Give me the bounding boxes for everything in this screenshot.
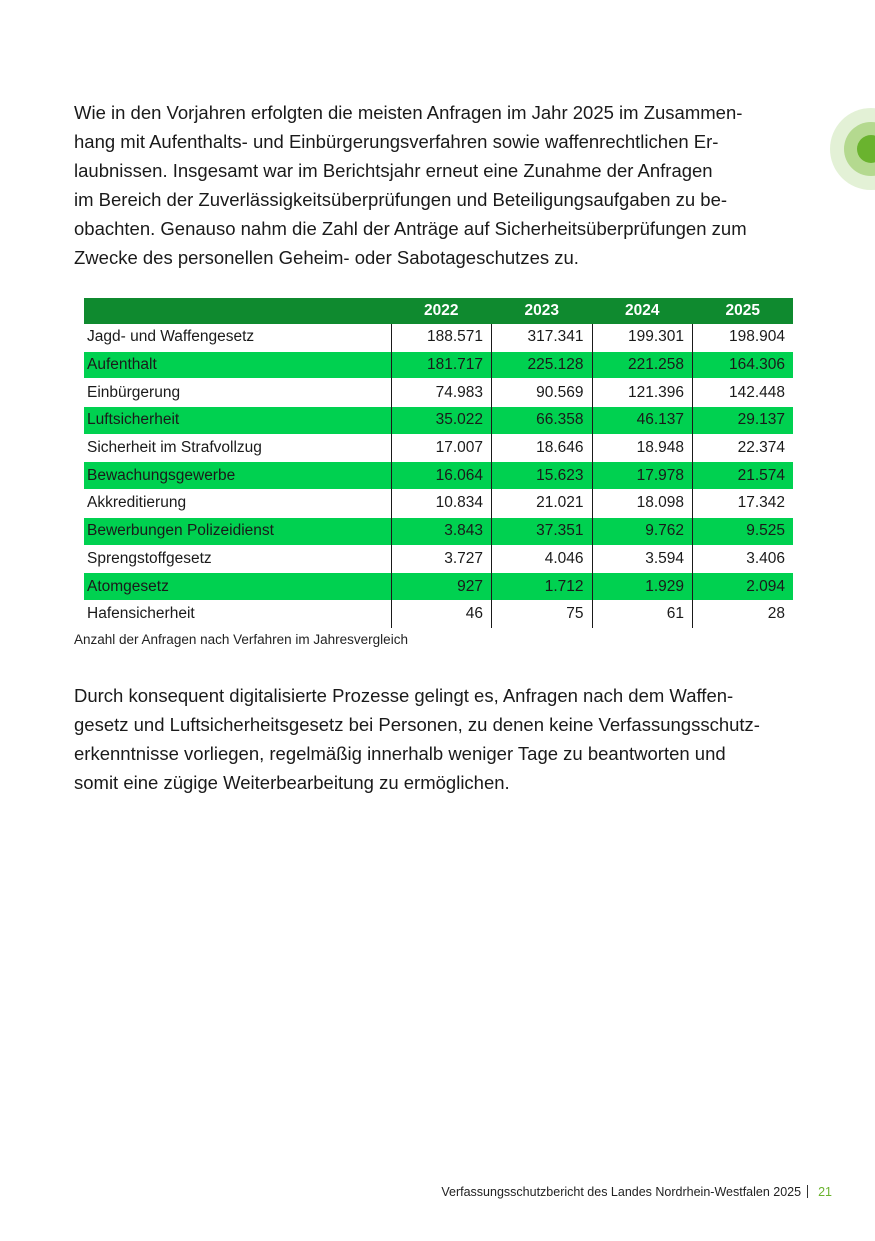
value-cell: 18.646 — [492, 434, 593, 462]
value-cell: 18.948 — [592, 434, 693, 462]
value-cell: 22.374 — [693, 434, 794, 462]
table-row — [84, 379, 793, 407]
value-cell: 3.727 — [391, 545, 492, 573]
decorative-circle-graphic — [830, 108, 875, 190]
value-cell: 61 — [592, 600, 693, 627]
text-line: somit eine zügige Weiterbearbeitung zu ermöglichen. — [74, 772, 510, 793]
footer-divider — [807, 1185, 808, 1198]
value-cell: 9.525 — [693, 517, 794, 545]
intro-paragraph — [74, 98, 804, 272]
value-cell: 16.064 — [391, 462, 492, 490]
value-cell: 181.717 — [391, 351, 492, 379]
inquiries-table — [84, 298, 793, 628]
table-row — [84, 462, 793, 490]
value-cell: 142.448 — [693, 379, 794, 407]
value-cell: 221.258 — [592, 351, 693, 379]
value-cell: 1.929 — [592, 573, 693, 601]
row-label-cell: Aufenthalt — [84, 351, 391, 379]
table-row — [84, 324, 793, 351]
text-line: erkenntnisse vorliegen, regelmäßig innerhalb weniger Tage zu beantworten und — [74, 743, 726, 764]
value-cell: 225.128 — [492, 351, 593, 379]
value-cell: 3.843 — [391, 517, 492, 545]
text-line: laubnissen. Insgesamt war im Berichtsjahr erneut eine Zunahme der Anfragen — [74, 160, 713, 181]
text-line: hang mit Aufenthalts- und Einbürgerungsverfahren sowie waffenrechtlichen Er- — [74, 131, 719, 152]
value-cell: 46 — [391, 600, 492, 627]
value-cell: 75 — [492, 600, 593, 627]
row-label-cell: Luftsicherheit — [84, 407, 391, 435]
value-cell: 21.574 — [693, 462, 794, 490]
value-cell: 4.046 — [492, 545, 593, 573]
value-cell: 35.022 — [391, 407, 492, 435]
header-cell-year: 2022 — [391, 298, 492, 324]
table-row — [84, 434, 793, 462]
row-label-cell: Atomgesetz — [84, 573, 391, 601]
table-header-row — [84, 298, 793, 324]
value-cell: 927 — [391, 573, 492, 601]
header-cell-year: 2025 — [693, 298, 794, 324]
header-cell-year: 2023 — [492, 298, 593, 324]
row-label-cell: Sicherheit im Strafvollzug — [84, 434, 391, 462]
value-cell: 317.341 — [492, 324, 593, 351]
row-label-cell: Einbürgerung — [84, 379, 391, 407]
row-label-cell: Bewachungsgewerbe — [84, 462, 391, 490]
text-line: Zwecke des personellen Geheim- oder Sabotageschutzes zu. — [74, 247, 579, 268]
page-number: 21 — [818, 1185, 832, 1199]
value-cell: 199.301 — [592, 324, 693, 351]
value-cell: 2.094 — [693, 573, 794, 601]
value-cell: 37.351 — [492, 517, 593, 545]
value-cell: 10.834 — [391, 490, 492, 518]
value-cell: 17.007 — [391, 434, 492, 462]
row-label-cell: Jagd- und Waffengesetz — [84, 324, 391, 351]
value-cell: 21.021 — [492, 490, 593, 518]
table-row — [84, 351, 793, 379]
row-label-cell: Sprengstoffgesetz — [84, 545, 391, 573]
value-cell: 66.358 — [492, 407, 593, 435]
row-label-cell: Akkreditierung — [84, 490, 391, 518]
closing-paragraph — [74, 681, 804, 797]
value-cell: 198.904 — [693, 324, 794, 351]
value-cell: 121.396 — [592, 379, 693, 407]
value-cell: 9.762 — [592, 517, 693, 545]
table-row — [84, 545, 793, 573]
value-cell: 3.406 — [693, 545, 794, 573]
value-cell: 18.098 — [592, 490, 693, 518]
value-cell: 164.306 — [693, 351, 794, 379]
value-cell: 1.712 — [492, 573, 593, 601]
row-label-cell: Hafensicherheit — [84, 600, 391, 627]
text-line: Wie in den Vorjahren erfolgten die meisten Anfragen im Jahr 2025 im Zusammen- — [74, 102, 743, 123]
text-line: obachten. Genauso nahm die Zahl der Anträge auf Sicherheitsüberprüfungen zum — [74, 218, 747, 239]
header-cell-label — [84, 298, 391, 324]
value-cell: 188.571 — [391, 324, 492, 351]
table-row — [84, 490, 793, 518]
table-row — [84, 573, 793, 601]
value-cell: 46.137 — [592, 407, 693, 435]
text-line: Durch konsequent digitalisierte Prozesse gelingt es, Anfragen nach dem Waffen- — [74, 685, 734, 706]
value-cell: 28 — [693, 600, 794, 627]
table-row — [84, 407, 793, 435]
value-cell: 29.137 — [693, 407, 794, 435]
table-row — [84, 517, 793, 545]
header-cell-year: 2024 — [592, 298, 693, 324]
value-cell: 90.569 — [492, 379, 593, 407]
footer-title: Verfassungsschutzbericht des Landes Nordrhein-Westfalen 2025 — [441, 1185, 802, 1199]
value-cell: 74.983 — [391, 379, 492, 407]
page-footer — [441, 1185, 832, 1199]
text-line: gesetz und Luftsicherheitsgesetz bei Personen, zu denen keine Verfassungsschutz- — [74, 714, 760, 735]
table-caption: Anzahl der Anfragen nach Verfahren im Jahresvergleich — [74, 632, 408, 647]
table-row — [84, 600, 793, 627]
text-line: im Bereich der Zuverlässigkeitsüberprüfungen und Beteiligungsaufgaben zu be- — [74, 189, 728, 210]
value-cell: 17.978 — [592, 462, 693, 490]
value-cell: 3.594 — [592, 545, 693, 573]
value-cell: 17.342 — [693, 490, 794, 518]
row-label-cell: Bewerbungen Polizeidienst — [84, 517, 391, 545]
value-cell: 15.623 — [492, 462, 593, 490]
